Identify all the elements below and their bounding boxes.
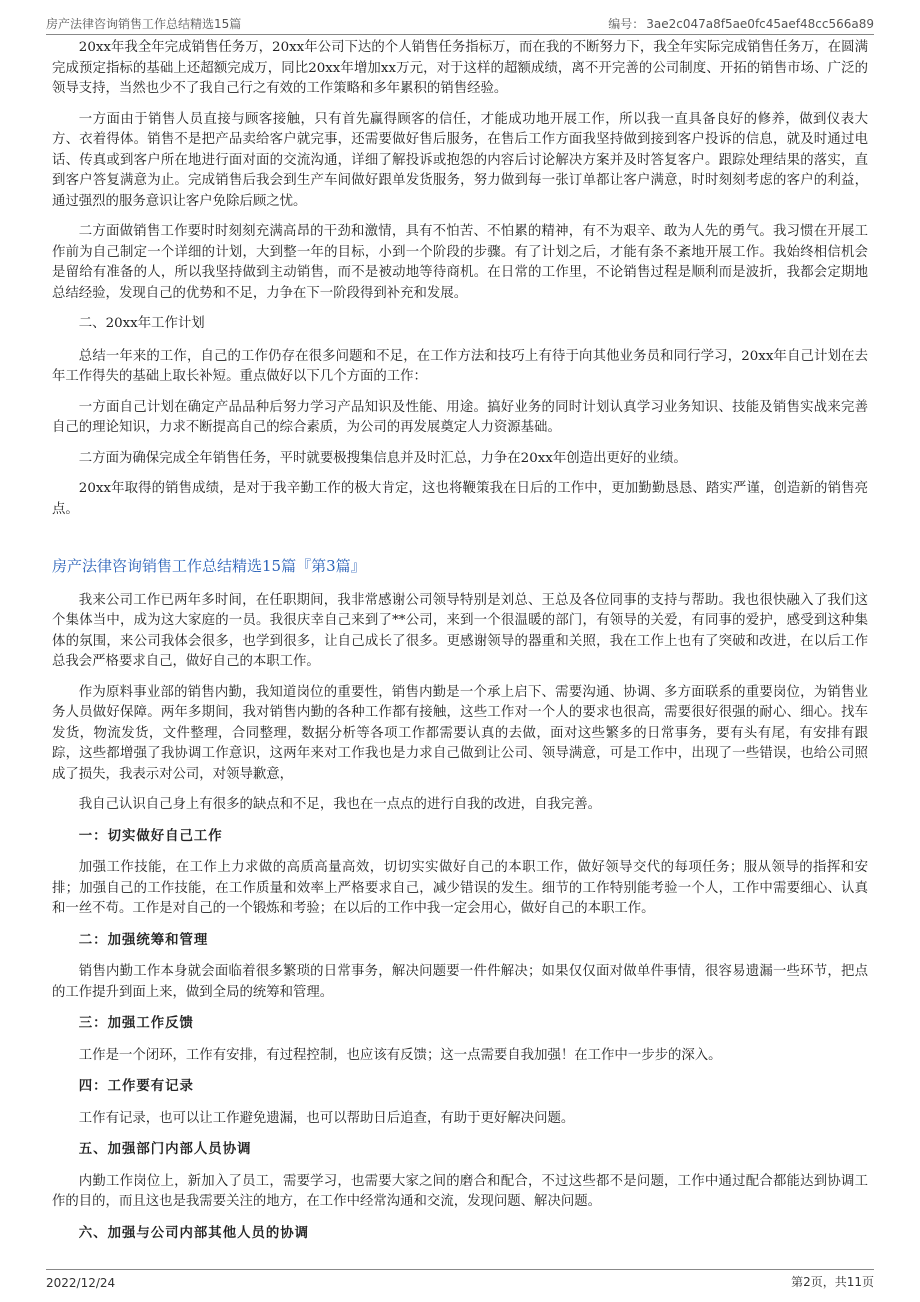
paragraph: 二方面为确保完成全年销售任务，平时就要极搜集信息并及时汇总，力争在20xx年创造出更好的业绩。: [78, 450, 687, 466]
paragraph: 二方面做销售工作要时时刻刻充满高昂的干劲和激情，具有不怕苦、不怕累的精神，有不为艰辛、敢为人先的勇气。我习惯在开展工作前为自己制定一个详细的计划，大到整一年的目标，小到一个阶段的步骤。有了计划之后，才能有条不紊地开展工作。我始终相信机会是留给有准备的人，所以我坚持做到主动销售，而不是被动地等待商机。在日常的工作里，不论销售过程是顺利而是波折，我都会定期地总结经验，发现自己的优势和不足，力争在下一阶段得到补充和发展。: [52, 224, 868, 301]
header-id-label: 编号：: [608, 17, 645, 31]
item-heading: 四：工作要有记录: [78, 1078, 194, 1094]
item-paragraph: 内勤工作岗位上，新加入了员工，需要学习，也需要大家之间的磨合和配合，不过这些都不是问题，工作中通过配合都能达到协调工作的目的，而且这也是我需要关注的地方，在工作中经常沟通和交流，发现问题、解决问题。: [52, 1173, 868, 1209]
paragraph: 我来公司工作已两年多时间，在任职期间，我非常感谢公司领导特别是刘总、王总及各位同事的支持与帮助。我也很快融入了我们这个集体当中，成为这大家庭的一员。我很庆幸自己来到了**公司，来到一个很温暖的部门，有领导的关爱，有同事的爱护，感受到这种集体的氛围，来公司我体会很多，也学到很多，让自己成长了很多。更感谢领导的器重和关照，我在工作上也有了突破和改进，在以后工作总我会严格要求自己，做好自己的本职工作。: [52, 592, 868, 669]
paragraph: 总结一年来的工作，自己的工作仍存在很多问题和不足，在工作方法和技巧上有待于向其他业务员和同行学习，20xx年自己计划在去年工作得失的基础上取长补短。重点做好以下几个方面的工作：: [52, 348, 868, 384]
paragraph: 一方面自己计划在确定产品品种后努力学习产品知识及性能、用途。搞好业务的同时计划认真学习业务知识、技能及销售实战来完善自己的理论知识，力求不断提高自己的综合素质，为公司的再发展奠定人力资源基础。: [52, 399, 868, 435]
item-heading: 一：切实做好自己工作: [78, 827, 223, 844]
header-doc-id: [608, 15, 874, 32]
item-paragraph: 工作是一个闭环，工作有安排，有过程控制，也应该有反馈；这一点需要自我加强！在工作中一步步的深入。: [78, 1047, 722, 1063]
item-paragraph: 加强工作技能，在工作上力求做的高质高量高效，切切实实做好自己的本职工作，做好领导交代的每项任务；服从领导的指挥和安排；加强自己的工作技能，在工作质量和效率上严格要求自己，减少错误的发生。细节的工作特别能考验一个人，工作中需要细心、认真和一丝不苟。工作是对自己的一个锻炼和考验；在以后的工作中我一定会用心，做好自己的本职工作。: [52, 860, 868, 916]
page-header: [46, 10, 874, 35]
item-heading: 三：加强工作反馈: [78, 1015, 194, 1031]
item-heading: 五、加强部门内部人员协调: [78, 1141, 252, 1157]
article-title-link[interactable]: 房产法律咨询销售工作总结精选15篇『第3篇』: [52, 557, 366, 575]
item-heading: 六、加强与公司内部其他人员的协调: [78, 1224, 310, 1241]
footer-date: 2022/12/24: [46, 1276, 116, 1290]
item-heading: 二：加强统筹和管理: [78, 931, 209, 948]
item-paragraph: 销售内勤工作本身就会面临着很多繁琐的日常事务，解决问题要一件件解决；如果仅仅面对做单件事情，很容易遗漏一些环节，把点的工作提升到面上来，做到全局的统筹和管理。: [52, 964, 868, 1000]
paragraph: 一方面由于销售人员直接与顾客接触，只有首先赢得顾客的信任，才能成功地开展工作，所以我一直具备良好的修养，做到仪表大方、衣着得体。销售不是把产品卖给客户就完事，还需要做好售后服务，在售后工作方面我坚持做到接到客户投诉的信息，就及时通过电话、传真或到客户所在地进行面对面的交流沟通，详细了解投诉或抱怨的内容后讨论解决方案并及时答复客户。跟踪处理结果的落实，直到客户答复满意为止。完成销售后我会到生产车间做好跟单发货服务，努力做到每一张订单都让客户满意，时时刻刻考虑的客户的利益，通过强烈的服务意识让客户免除后顾之忧。: [52, 111, 868, 209]
header-id-value: 3ae2c047a8f5ae0fc45aef48cc566a89: [646, 17, 874, 31]
paragraph: 我自己认识自己身上有很多的缺点和不足，我也在一点点的进行自我的改进，自我完善。: [78, 797, 602, 812]
header-doc-title: 房产法律咨询销售工作总结精选15篇: [46, 17, 242, 31]
paragraph: 作为原料事业部的销售内勤，我知道岗位的重要性，销售内勤是一个承上启下、需要沟通、协调、多方面联系的重要岗位，为销售业务人员做好保障。两年多期间，我对销售内勤的各种工作都有接触，这些工作对一个人的要求也很高，需要很好很强的耐心、细心。找车发货，物流发货，文件整理，合同整理，数据分析等各项工作都需要认真的去做，面对这些繁多的日常事务，要有头有尾，有安排有跟踪，这些都增强了我协调工作意识，这两年来对工作我也是力求自己做到让公司、领导满意，可是工作中，出现了一些错误，也给公司照成了损失，我表示对公司，对领导歉意，: [52, 684, 868, 782]
item-paragraph: 工作有记录，也可以让工作避免遗漏，也可以帮助日后追查，有助于更好解决问题。: [78, 1110, 575, 1126]
paragraph: 20xx年取得的销售成绩，是对于我辛勤工作的极大肯定，这也将鞭策我在日后的工作中，更加勤勤恳恳、踏实严谨，创造新的销售亮点。: [52, 481, 868, 517]
footer-page-info: 第2页，共11页: [791, 1275, 874, 1289]
page-footer: [46, 1269, 874, 1290]
paragraph: 20xx年我全年完成销售任务万，20xx年公司下达的个人销售任务指标万，而在我的不断努力下，我全年实际完成销售任务万，在圆满完成预定指标的基础上还超额完成万，同比20xx年增加xx万元，对于这样的超额成绩，离不开完善的公司制度、开拓的销售市场、广泛的领导支持，当然也少不了我自己行之有效的工作策略和多年累积的销售经验。: [52, 40, 868, 96]
section-heading-plan: 二、20xx年工作计划: [78, 316, 205, 331]
document-body: [52, 38, 868, 1262]
